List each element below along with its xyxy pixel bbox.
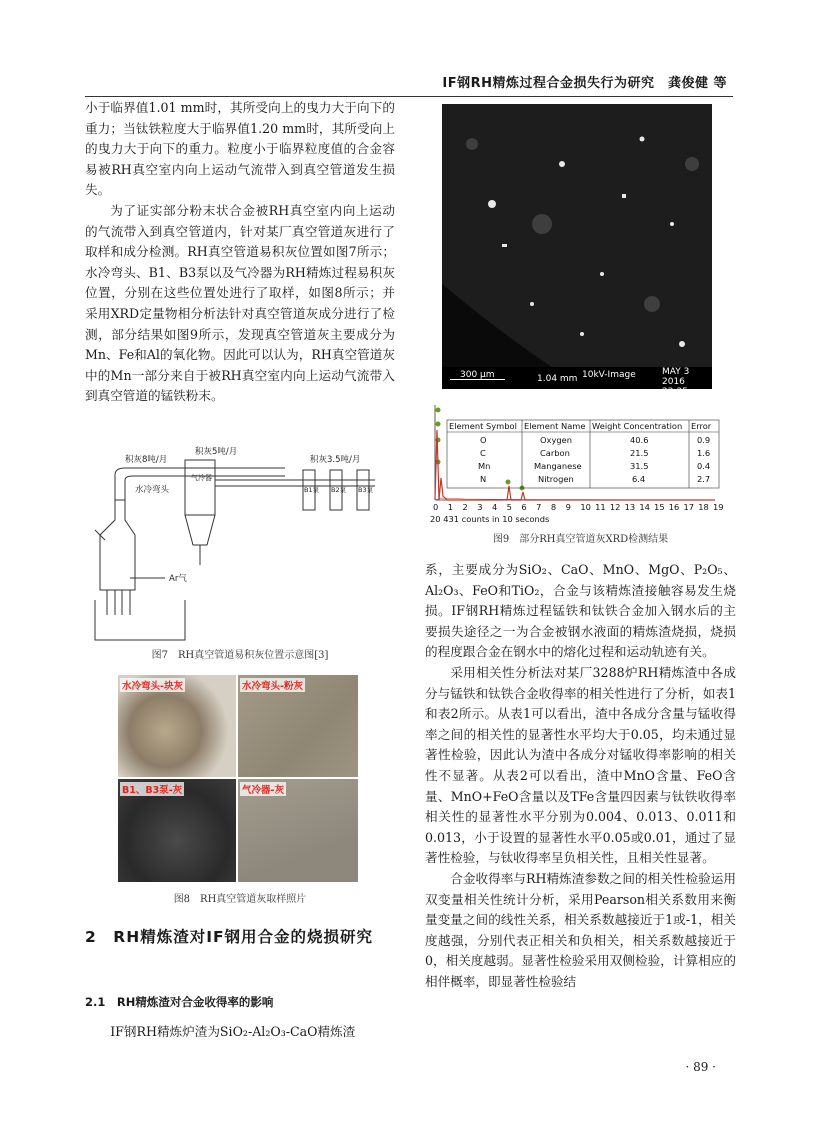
table-cell: Nitrogen xyxy=(538,474,574,484)
x-tick-label: 17 xyxy=(683,502,695,512)
page-number: · 89 · xyxy=(685,1060,716,1074)
right-paragraph-3: 合金收得率与RH精炼渣参数之间的相关性检验运用双变量相关性统计分析，采用Pearson相关系数用来衡量变量之间的线性关系，相关系数越接近于1或-1，相关度越强，分别代表正相关和负相关，相关系数越接近于0，相关度越弱。显著性检验采用双侧检验，计算相应的相伴概率，即显著性检验结 xyxy=(425,870,736,989)
running-title: IF钢RH精炼过程合金损失行为研究 龚俊健 等 xyxy=(442,76,727,91)
x-axis-ticks xyxy=(433,502,724,512)
photo-elbow-lump xyxy=(118,675,236,777)
section-2-1-heading: 2.1 RH精炼渣对合金收得率的影响 xyxy=(85,995,274,1009)
table-cell: 2.7 xyxy=(697,474,711,484)
figure-9-xrd-spectrum xyxy=(425,400,725,525)
x-tick-label: 10 xyxy=(580,502,591,512)
x-tick-label: 16 xyxy=(668,502,680,512)
x-tick-label: 12 xyxy=(609,502,621,512)
table-cell: O xyxy=(480,435,487,445)
table-header-name: Element Name xyxy=(524,421,586,431)
x-tick-label: 7 xyxy=(536,502,542,512)
label-elbow: 水冷弯头 xyxy=(135,485,170,495)
x-tick-label: 18 xyxy=(698,502,709,512)
figure-9-sem-image xyxy=(442,104,712,397)
section-2-1-paragraph: IF钢RH精炼炉渣为SiO₂-Al₂O₃-CaO精炼渣 xyxy=(110,1024,356,1039)
figure-7-caption: 图7 RH真空管道易积灰位置示意图[3] xyxy=(151,650,329,661)
table-cell: 0.9 xyxy=(697,435,711,445)
paragraph-1: 小于临界值1.01 mm时，其所受向上的曳力大于向下的重力；当钛铁粒度大于临界值1.20 mm时，其所受向上的曳力大于向下的重力。粒度小于临界粒度值的合金容易被RH真空室内向上运动气流带入到真空管道发生损失。 xyxy=(85,100,395,198)
photo-label-1: 水冷弯头-块灰 xyxy=(120,678,185,692)
x-tick-label: 0 xyxy=(433,502,439,512)
photo-label-2: 水冷弯头-粉灰 xyxy=(240,678,305,692)
x-tick-label: 13 xyxy=(624,502,636,512)
counts-label: 20 431 counts in 10 seconds xyxy=(430,514,550,524)
x-tick-label: 4 xyxy=(491,502,498,512)
sem-time: 2016 23:25 xyxy=(662,377,688,397)
x-tick-label: 5 xyxy=(506,502,512,512)
table-cell: Mn xyxy=(478,461,491,471)
table-cell: Oxygen xyxy=(540,435,572,445)
section-2-1-text xyxy=(85,1022,395,1043)
sem-mag: 1.04 mm xyxy=(537,374,578,384)
right-paragraph-2: 采用相关性分析法对某厂3288炉RH精炼渣中各成分与锰铁和钛铁合金收得率的相关性进行了分析，如表1和表2所示。从表1可以看出，渣中各成分含量与锰收得率之间的相关性的显著性水平均大于0.05，均未通过显著性检验，因此认为渣中各成分对锰收得率影响的相关性不显著。从表2可以看出，渣中MnO含量、FeO含量、MnO+FeO含量以及TFe含量四因素与钛铁收得率相关性的显著性水平分别为0.004、0.013、0.011和0.013，小于设置的显著性水平0.05或0.01，通过了显著性检验，与钛收得率呈负相关性，且相关性显著。 xyxy=(425,664,736,866)
sem-mode: 10kV-Image xyxy=(582,370,636,380)
photo-label-3: B1、B3泵-灰 xyxy=(120,782,184,796)
x-tick-label: 14 xyxy=(639,502,650,512)
table-cell: 31.5 xyxy=(630,461,649,471)
section-2-heading: 2 RH精炼渣对IF钢用合金的烧损研究 xyxy=(85,928,374,946)
paragraph-2: 为了证实部分粉末状合金被RH真空室内向上运动的气流带入到真空管道内，针对某厂真空管道灰进行了取样和成分检测。RH真空管道易积灰位置如图7所示；水冷弯头、B1、B3泵以及气冷器为RH精炼过程易积灰位置，分别在这些位置处进行了取样，如图8所示；并采用XRD定量物相分析法针对真空管道灰成分进行了检测，部分结果如图9所示，发现真空管道灰主要成分为Mn、Fe和Al的氧化物。因此可以认为，RH真空管道灰中的Mn一部分来自于被RH真空室内向上运动气流带入到真空管道的锰铁粉末。 xyxy=(85,202,395,404)
label-ash-5: 积灰5吨/月 xyxy=(195,447,238,457)
x-tick-label: 8 xyxy=(550,502,557,512)
table-cell: C xyxy=(480,448,486,458)
photo-cooler-ash xyxy=(238,779,358,882)
table-header-symbol: Element Symbol xyxy=(449,421,517,431)
table-cell: Manganese xyxy=(534,461,582,471)
label-b2: B2泵 xyxy=(331,486,347,494)
sem-date: MAY 3 xyxy=(662,367,690,377)
table-cell: N xyxy=(480,474,487,484)
figure-7-schematic xyxy=(85,440,395,640)
photo-b1-b3-ash xyxy=(118,779,236,882)
photo-elbow-powder xyxy=(238,675,358,777)
right-column-text xyxy=(425,560,736,992)
label-ash-3-5: 积灰3.5吨/月 xyxy=(310,455,361,465)
table-cell: Carbon xyxy=(540,448,570,458)
x-tick-label: 9 xyxy=(565,502,571,512)
table-header-error: Error xyxy=(691,421,712,431)
label-b1: B1泵 xyxy=(304,486,320,494)
photo-label-4: 气冷器-灰 xyxy=(240,782,286,796)
label-b3: B3泵 xyxy=(358,486,374,494)
x-tick-label: 6 xyxy=(521,502,527,512)
right-paragraph-1: 系，主要成分为SiO₂、CaO、MnO、MgO、P₂O₅、Al₂O₃、FeO和TiO₂，合金与该精炼渣接触容易发生烧损。IF钢RH精炼过程锰铁和钛铁合金加入钢水后的主要损失途径之一为合金被钢水液面的精炼渣烧损，烧损的程度跟合金在钢水中的熔化过程和运动轨迹有关。 xyxy=(425,562,736,660)
x-tick-label: 15 xyxy=(654,502,665,512)
x-tick-label: 1 xyxy=(447,502,454,512)
label-ash-8: 积灰8吨/月 xyxy=(125,455,168,465)
x-tick-label: 3 xyxy=(477,502,483,512)
x-tick-label: 11 xyxy=(595,502,606,512)
figure-8-caption: 图8 RH真空管道灰取样照片 xyxy=(173,894,307,905)
sem-texture xyxy=(442,104,712,367)
label-cooler: 气冷器 xyxy=(191,474,212,482)
label-ar: Ar气 xyxy=(169,574,187,584)
x-tick-label: 19 xyxy=(713,502,724,512)
table-cell: 1.6 xyxy=(697,448,711,458)
left-column-text xyxy=(85,98,395,407)
figure-9-caption: 图9 部分RH真空管道灰XRD检测结果 xyxy=(492,534,669,545)
sem-scale: 300 μm xyxy=(460,370,495,380)
running-header xyxy=(85,70,733,97)
figure-8-photos xyxy=(118,675,358,882)
table-header-weight: Weight Concentration xyxy=(592,421,683,431)
table-cell: 40.6 xyxy=(630,435,649,445)
sem-info-bar xyxy=(442,367,712,397)
table-cell: 6.4 xyxy=(632,474,646,484)
table-cell: 21.5 xyxy=(630,448,649,458)
x-tick-label: 2 xyxy=(462,502,468,512)
table-cell: 0.4 xyxy=(697,461,711,471)
